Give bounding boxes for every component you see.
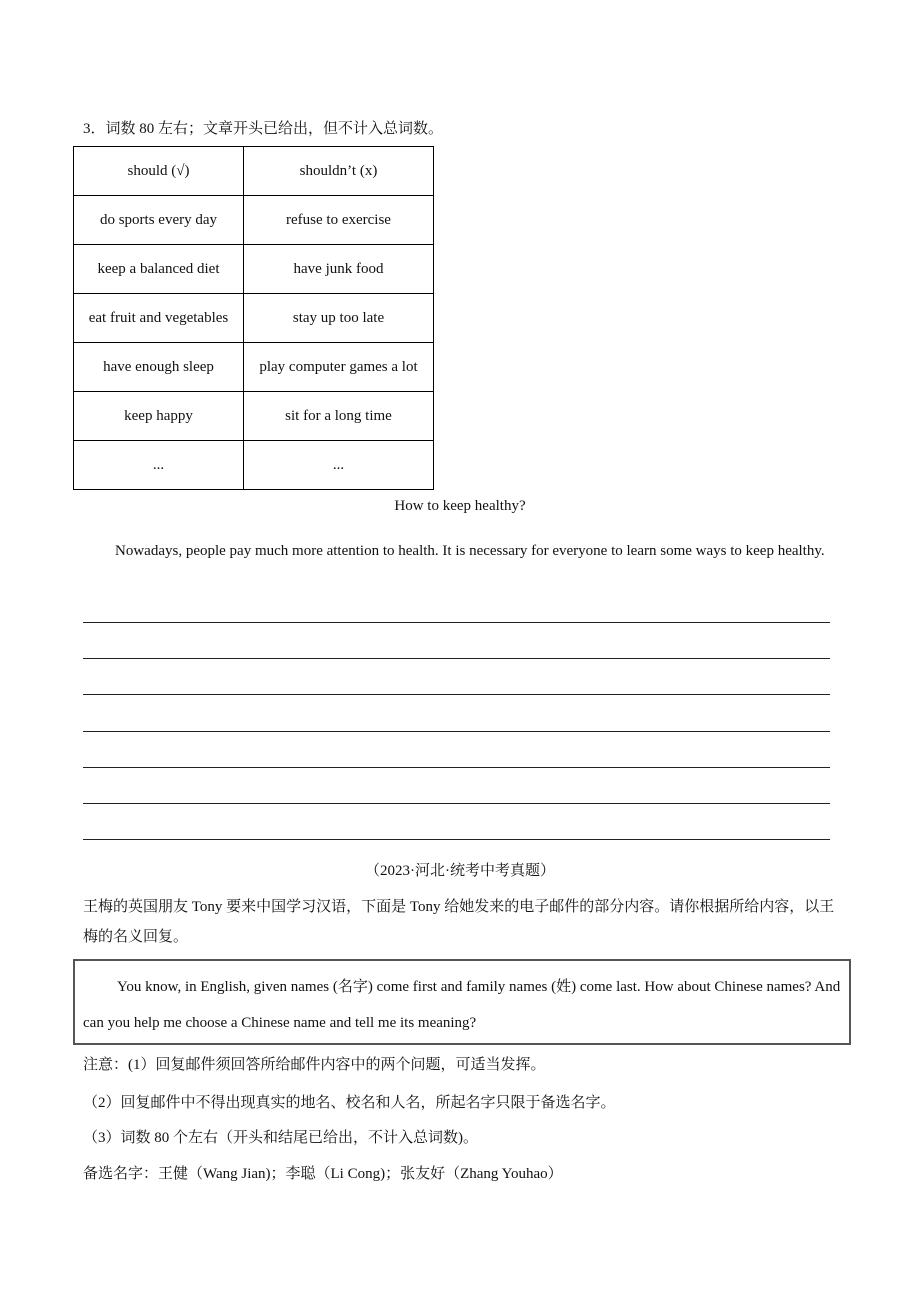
- table-cell: have enough sleep: [74, 343, 244, 392]
- task-instructions: 王梅的英国朋友 Tony 要来中国学习汉语，下面是 Tony 给她发来的电子邮件的部分内容。请你根据所给内容，以王梅的名义回复。: [83, 899, 835, 945]
- note-item: 注意：(1）回复邮件须回答所给邮件内容中的两个问题，可适当发挥。: [83, 1057, 546, 1073]
- essay-opening: Nowadays, people pay much more attention to health. It is necessary for everyone to learn some ways to keep healthy.: [115, 543, 825, 559]
- writing-line[interactable]: [83, 803, 830, 804]
- requirement-text: 3．词数 80 左右；文章开头已给出，但不计入总词数。: [83, 121, 444, 137]
- source-label: （2023·河北·统考中考真题）: [365, 863, 555, 879]
- table-cell: ...: [74, 441, 244, 490]
- table-row: [74, 343, 434, 392]
- table-cell: play computer games a lot: [244, 343, 434, 392]
- table-row: [74, 441, 434, 490]
- email-text: You know, in English, given names (名字) come first and family names (姓) come last. How about Chinese names? And can you help me choose a Chinese name and tell me its meaning?: [83, 979, 841, 1031]
- writing-line[interactable]: [83, 694, 830, 695]
- guide-table: [73, 146, 434, 490]
- email-box: [73, 959, 851, 1045]
- note-item: 备选名字：王健（Wang Jian)；李聪（Li Cong)；张友好（Zhang Youhao）: [83, 1166, 563, 1182]
- table-cell: stay up too late: [244, 294, 434, 343]
- writing-line[interactable]: [83, 622, 830, 623]
- table-row: [74, 294, 434, 343]
- note-item: （2）回复邮件中不得出现真实的地名、校名和人名，所起名字只限于备选名字。: [83, 1095, 616, 1111]
- table-row: [74, 245, 434, 294]
- table-cell: do sports every day: [74, 196, 244, 245]
- table-header-row: [74, 147, 434, 196]
- essay-title: How to keep healthy?: [394, 498, 526, 514]
- table-header-shouldnt: shouldn’t (x): [244, 147, 434, 196]
- table-row: [74, 196, 434, 245]
- table-cell: have junk food: [244, 245, 434, 294]
- table-cell: keep a balanced diet: [74, 245, 244, 294]
- table-header-should: should (√): [74, 147, 244, 196]
- writing-line[interactable]: [83, 767, 830, 768]
- table-cell: eat fruit and vegetables: [74, 294, 244, 343]
- table-cell: ...: [244, 441, 434, 490]
- writing-line[interactable]: [83, 839, 830, 840]
- note-item: （3）词数 80 个左右（开头和结尾已给出，不计入总词数)。: [83, 1130, 478, 1146]
- table-cell: refuse to exercise: [244, 196, 434, 245]
- table-cell: sit for a long time: [244, 392, 434, 441]
- table-cell: keep happy: [74, 392, 244, 441]
- table-row: [74, 392, 434, 441]
- writing-line[interactable]: [83, 658, 830, 659]
- writing-line[interactable]: [83, 731, 830, 732]
